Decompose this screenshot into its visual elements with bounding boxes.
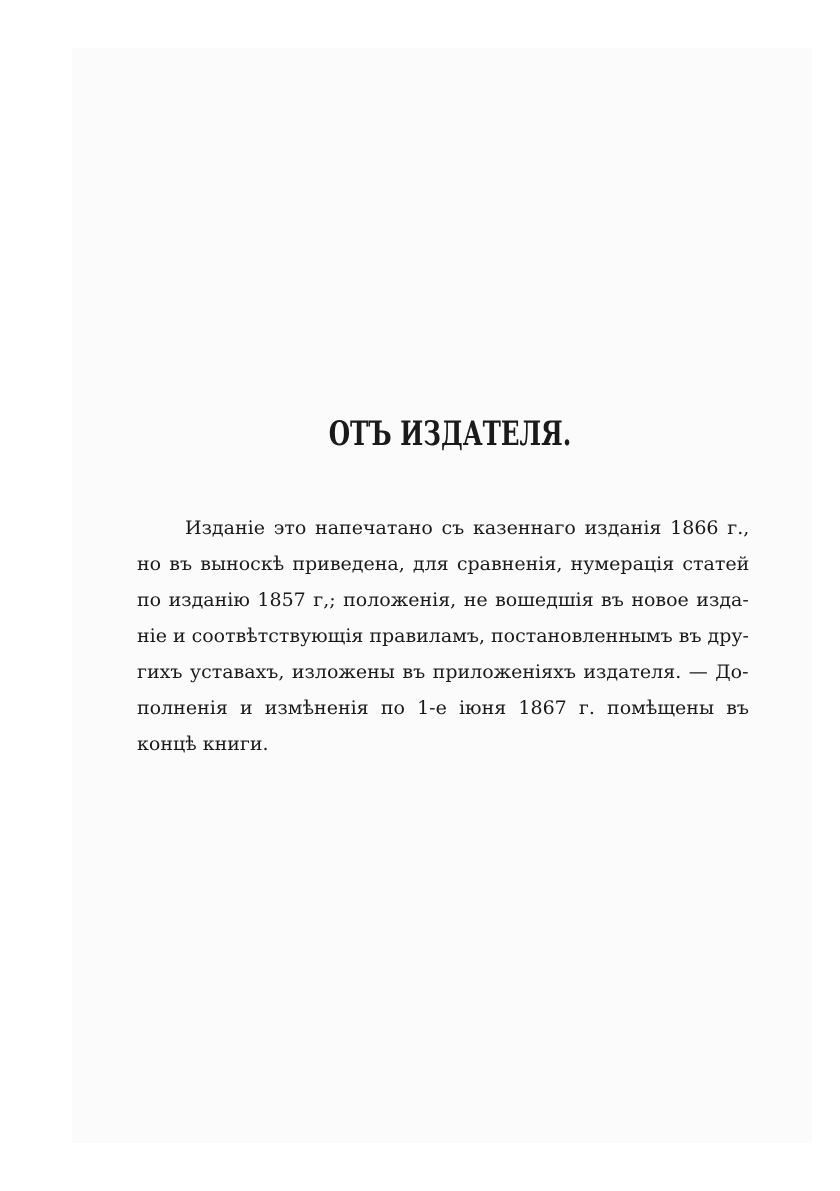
publisher-note-paragraph [137, 510, 749, 762]
page-heading: ОТЪ ИЗДАТЕЛЯ. [328, 414, 572, 454]
paragraph-line: Изданіе это напечатано съ казеннаго изданія 1866 г., [185, 517, 750, 539]
paragraph-line: но въ выноскѣ приведена, для сравненія, нумерація статей [137, 553, 750, 575]
paragraph-line: гихъ уставахъ, изложены въ приложеніяхъ издателя. — До- [137, 661, 749, 683]
paragraph-line: полненія и измѣненія по 1-е іюня 1867 г. помѣщены въ [137, 697, 750, 719]
paragraph-line: концѣ книги. [137, 733, 269, 755]
paragraph-line: ніе и соотвѣтствующія правиламъ, постановленнымъ въ дру- [137, 625, 749, 647]
paragraph-line: по изданію 1857 г,; положенія, не вошедшія въ новое изда- [137, 589, 749, 611]
